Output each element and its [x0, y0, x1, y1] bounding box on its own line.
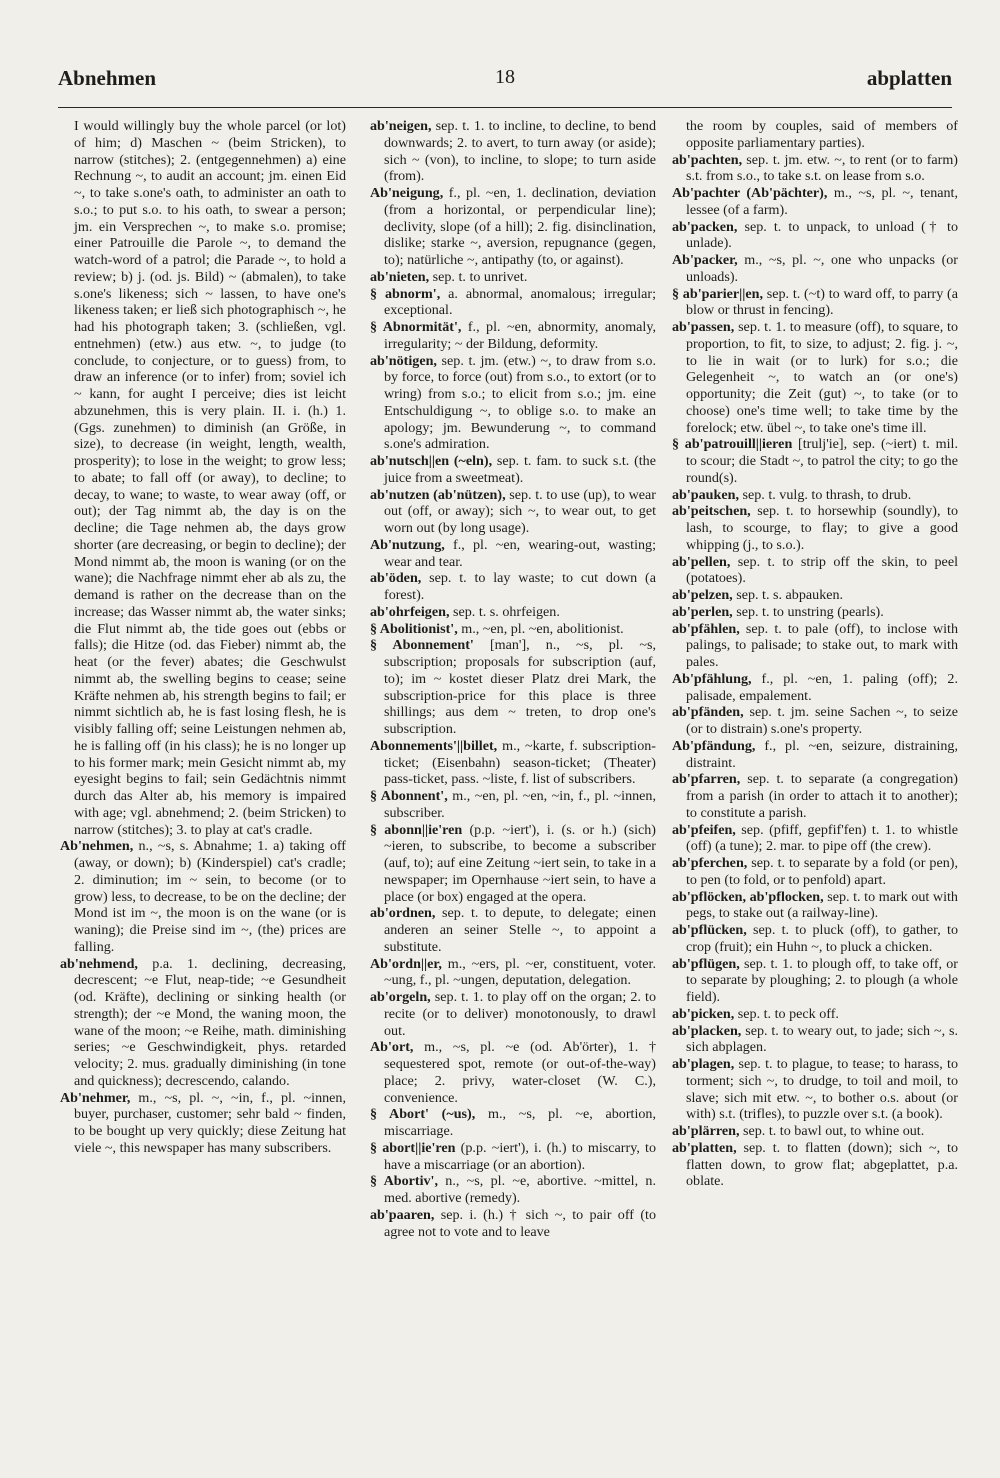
entry-headword: ab'pfeifen,	[672, 821, 736, 838]
entry-headword: ab'öden,	[370, 570, 422, 587]
entry-definition: sep. t. to peck off.	[734, 1005, 839, 1022]
entry-headword: ab'pfänden,	[672, 704, 744, 721]
entry-definition: sep. t. s. abpauken.	[732, 587, 844, 603]
entry-headword: ab'nötigen,	[370, 352, 437, 369]
entry-definition: sep. t. to use (up), to wear out (off, or away); sich ~, to wear out, to get worn out (by long usage).	[384, 486, 656, 536]
header-rule	[58, 107, 952, 108]
column-right	[672, 118, 958, 1190]
entry-headword: ab'packen,	[672, 218, 738, 235]
dictionary-entry	[672, 1023, 958, 1057]
page-header	[58, 66, 952, 102]
entry-headword: ab'paaren,	[370, 1206, 435, 1223]
dictionary-entry	[370, 1039, 656, 1106]
dictionary-entry	[672, 621, 958, 671]
dictionary-entry	[672, 671, 958, 705]
entry-headword: § Abort' (~us),	[370, 1106, 476, 1123]
dictionary-entry	[672, 286, 958, 320]
entry-definition: sep. t. 1. to measure (off), to square, to proportion, to fit, to size, to adjust; 2. fig. j. ~, to lie in wait (or to lurk) for s.o.; die Gelegenheit ~, to watch an (or one's) opportunity; die Zeit (gut) ~, to take (or to choose) one's time well; to take time by the forelock; etw. übel ~, to take one's time ill.	[686, 319, 958, 436]
entry-definition: a. abnormal, anomalous; irregular; exceptional.	[384, 285, 656, 319]
entry-headword: ab'neigen,	[370, 118, 432, 134]
dictionary-entry	[370, 269, 656, 286]
entry-headword: ab'pflöcken, ab'pflocken,	[672, 888, 824, 905]
entry-definition: sep. t. to lay waste; to cut down (a forest).	[384, 570, 656, 603]
entry-headword: ab'pelzen,	[672, 587, 733, 603]
entry-definition: f., pl. ~en, 1. paling (off); 2. palisade, empalement.	[686, 670, 958, 704]
dictionary-entry	[370, 570, 656, 604]
entry-definition: sep. t. 1. to incline, to decline, to bend downwards; 2. to avert, to turn away (or aside); sich ~ (von), to incline, to slope; to turn aside (from).	[384, 118, 656, 185]
entry-definition: m., ~s, pl. ~e (od. Ab'örter), 1. † sequestered spot, remote (or out-of-the-way) place; 2. privy, water-closet (W. C.), convenience.	[384, 1039, 656, 1106]
dictionary-entry	[370, 1173, 656, 1207]
entry-definition: sep. t. to strip off the skin, to peel (potatoes).	[686, 553, 958, 587]
entry-definition: sep. t. to flatten (down); sich ~, to flatten down, to grow flat; abgeplattet, p.a. oblate.	[686, 1139, 958, 1190]
entry-headword: § abnorm',	[370, 285, 441, 302]
dictionary-entry	[370, 1207, 656, 1241]
entry-definition: the room by couples, said of members of opposite parliamentary parties).	[686, 118, 958, 151]
dictionary-entry	[672, 152, 958, 186]
dictionary-entry	[672, 587, 958, 604]
entry-definition: f., pl. ~en, 1. declination, deviation (from a horizontal, or perpendicular line); declivity, slope (of a hill); 2. fig. disinclination, dislike; starke ~, aversion, repugnance (gegen, to); natürliche ~, antipathy (to, or against).	[384, 185, 656, 268]
dictionary-entry	[370, 319, 656, 353]
column-middle	[370, 118, 656, 1240]
entry-definition: sep. t. to depute, to delegate; einen anderen an seiner Stelle ~, to appoint a substitute.	[384, 905, 656, 955]
dictionary-entry	[672, 855, 958, 889]
entry-headword: ab'ohrfeigen,	[370, 603, 450, 620]
entry-headword: Ab'nehmen,	[60, 838, 134, 855]
entry-headword: ab'pfarren,	[672, 771, 741, 788]
entry-definition: (p.p. ~iert'), i. (h.) to miscarry, to have a miscarriage (or an abortion).	[384, 1139, 656, 1173]
dictionary-entry	[672, 319, 958, 436]
dictionary-entry	[370, 637, 656, 738]
entry-headword: § ab'parier||en,	[672, 285, 763, 302]
entry-definition: sep. t. to unpack, to unload († to unlade).	[686, 218, 958, 252]
dictionary-entry	[672, 1123, 958, 1140]
entry-definition: f., pl. ~en, abnormity, anomaly, irregularity; ~ der Bildung, deformity.	[384, 319, 656, 352]
dictionary-entry	[370, 604, 656, 621]
dictionary-entry	[672, 1056, 958, 1123]
entry-definition: (p.p. ~iert'), i. (s. or h.) (sich) ~ieren, to subscribe, to become a subscriber (auf, to); auf eine Zeitung ~iert sein, to take in a newspaper; im Opernhause ~iert sein, to have a place (or box) engaged at the opera.	[384, 821, 656, 905]
dictionary-entry	[672, 554, 958, 588]
entry-headword: ab'pflücken,	[672, 922, 747, 938]
entry-headword: Ab'pfählung,	[672, 670, 752, 687]
entry-headword: Abonnements'||billet,	[370, 737, 498, 754]
entry-headword: ab'pflügen,	[672, 955, 740, 972]
entry-definition: I would willingly buy the whole parcel (or lot) of him; d) Maschen ~ (beim Stricken), to narrow (stitches); 2. (entgegennehmen) a) eine Rechnung ~, to audit an account; jm. einen Eid ~, to take s.one's oath, to administer an oath to s.o.; to put s.o. to his oath, to swear a person; jm. ein Versprechen ~, to make s.o. promise; einer Patrouille die Parole ~, to demand the watch-word of a patrol; die Parade ~, to hold a review; b) j. (od. js. Bild) ~ (abmalen), to take s.one's likeness; sich ~ lassen, to have one's likeness taken; er ließ sich photographisch ~, he had his photograph taken; 3. (schließen, vgl. entnehmen) (etw.) aus etw. ~, to judge (to conclude, to conjecture, or to guess) from, to draw an inference (or to infer) from; soviel ich ~ kann, for aught I perceive; dies ist leicht abzunehmen, this is very plain. II. i. (h.) 1. (Ggs. zunehmen) to diminish (an Größe, in size), to decrease (in weight, length, wealth, prosperity); to lose in the weight; to grow less; to abate; to fall off (or away), to decline; to decay, to wane; to waste, to wear away (off, or out); der Tag nimmt ab, the day is on the decline; die Tage nehmen ab, the days grow shorter (are decreasing, or begin to decline); der Mond nimmt ab, the moon is waning (or on the wane); die Nachfrage nimmt eher ab als zu, the demand is rather on the decrease than on the increase; das Wasser nimmt ab, the water sinks; die Flut nimmt ab, the tide goes out (ebbs or falls); die Hitze (od. das Fieber) nimmt ab, the heat (or the fever) abates; die Geschwulst nimmt ab, the swelling begins to cease; seine Kräfte nehmen ab, his strength begins to fail; er nimmt sichtlich ab, he is fast losing flesh, he is visibly falling off; seine Leistungen nehmen ab, he is falling off (in his class); he is no longer up to his former mark; mein Gesicht nimmt ab, my eyesight begins to fail; sein Gedächtnis nimmt durch das Alter ab, his memory is impaired with age; vgl. abnehmend; 2. (beim Stricken) to narrow (stitches); 3. to play at cat's cradle.	[74, 118, 346, 838]
dictionary-entry	[370, 487, 656, 537]
dictionary-entry	[672, 771, 958, 821]
dictionary-entry	[672, 252, 958, 286]
left-guide-word: Abnehmen	[58, 66, 157, 90]
entry-headword: ab'pellen,	[672, 553, 731, 570]
entry-headword: Ab'nehmer,	[60, 1089, 131, 1106]
entry-definition: sep. i. (h.) † sich ~, to pair off (to agree not to vote and to leave	[384, 1206, 656, 1240]
entry-definition: sep. t. jm. seine Sachen ~, to seize (or to distrain) s.one's property.	[686, 704, 958, 737]
entry-headword: ab'plärren,	[672, 1123, 740, 1139]
dictionary-entry	[672, 1006, 958, 1023]
dictionary-entry	[672, 822, 958, 856]
entry-definition: sep. t. to plague, to tease; to harass, to torment; sich ~, to drudge, to toil and moil, to slave; sich mit etw. ~, to bother o.s. about (or with) s.t. (trifles), to puzzle over s.t. (a book).	[686, 1056, 958, 1123]
entry-headword: § Abolitionist',	[370, 620, 458, 637]
entry-definition: [man'], n., ~s, pl. ~s, subscription; proposals for subscription (auf, to); im ~ kostet dieser Platz drei Mark, the subscription-price for this place is three shillings; aus dem ~ treten, to drop one's subscription.	[384, 637, 656, 737]
dictionary-entry	[60, 838, 346, 955]
entry-headword: ab'nutzen (ab'nützen),	[370, 486, 506, 503]
entry-definition: sep. t. to mark out with pegs, to stake out (a railway-line).	[686, 888, 958, 922]
right-guide-word: abplatten	[866, 66, 952, 90]
dictionary-entry	[370, 989, 656, 1039]
entry-headword: ab'nutsch||en (~eln),	[370, 453, 493, 469]
entry-headword: ab'picken,	[672, 1005, 735, 1022]
entry-headword: ab'pfählen,	[672, 620, 740, 637]
entry-definition: sep. t. 1. to play off on the organ; 2. to recite (or to deliver) monotonously, to drawl out.	[384, 989, 656, 1039]
entry-definition: f., pl. ~en, wearing-out, wasting; wear and tear.	[384, 536, 656, 570]
entry-definition: sep. t. to pale (off), to inclose with palings, to palisade; to stake out, to mark with pales.	[686, 620, 958, 670]
dictionary-entry	[672, 219, 958, 253]
entry-headword: ab'nieten,	[370, 268, 430, 285]
dictionary-entry	[370, 118, 656, 185]
dictionary-entry	[370, 822, 656, 906]
entry-headword: § Abnormität',	[370, 319, 462, 335]
dictionary-entry	[370, 788, 656, 822]
entry-headword: Ab'ort,	[370, 1039, 414, 1056]
entry-headword: ab'pachten,	[672, 151, 743, 168]
entry-definition: sep. t. to weary out, to jade; sich ~, s. sich abplagen.	[686, 1022, 958, 1056]
dictionary-entry	[370, 1140, 656, 1174]
entry-definition: f., pl. ~en, seizure, distraining, distraint.	[686, 737, 958, 771]
entry-definition: m., ~s, pl. ~, tenant, lessee (of a farm).	[686, 185, 958, 218]
entry-headword: ab'peitschen,	[672, 503, 751, 520]
entry-definition: sep. t. 1. to plough off, to take off, or to separate by ploughing; 2. to plough (a whole field).	[686, 955, 958, 1005]
entry-headword: ab'platten,	[672, 1139, 737, 1156]
entry-headword: ab'perlen,	[672, 603, 733, 620]
dictionary-entry	[672, 922, 958, 956]
entry-definition: m., ~en, pl. ~en, abolitionist.	[457, 620, 624, 637]
dictionary-entry	[370, 905, 656, 955]
entry-definition: n., ~s, pl. ~e, abortive. ~mittel, n. med. abortive (remedy).	[384, 1173, 656, 1206]
entry-headword: § abort||ie'ren	[370, 1139, 456, 1156]
entry-definition: sep. t. to separate (a congregation) from a parish (in order to attach it to another); to constitute a parish.	[686, 771, 958, 821]
dictionary-entry	[60, 1090, 346, 1157]
entry-headword: § Abonnement'	[370, 637, 474, 654]
page-number: 18	[495, 66, 515, 88]
entry-definition: sep. t. (~t) to ward off, to parry (a blow or thrust in fencing).	[686, 285, 958, 319]
column-left	[60, 118, 346, 1157]
entry-headword: Ab'pfändung,	[672, 737, 756, 754]
dictionary-entry	[672, 436, 958, 486]
entry-definition: sep. t. s. ohrfeigen.	[449, 603, 560, 620]
entry-definition: sep. t. to separate by a fold (or pen), to pen (to fold, or to penfold) apart.	[686, 855, 958, 888]
entry-definition: sep. (pfiff, gepfif'fen) t. 1. to whistle (off) (a tune); 2. mar. to pipe off (the crew).	[686, 821, 958, 855]
dictionary-entry	[672, 604, 958, 621]
dictionary-entry	[370, 353, 656, 454]
dictionary-entry	[370, 1106, 656, 1140]
entry-definition: sep. t. to unrivet.	[429, 268, 528, 285]
entry-definition: m., ~en, pl. ~en, ~in, f., pl. ~innen, subscriber.	[384, 788, 656, 821]
entry-definition: sep. t. jm. (etw.) ~, to draw from s.o. by force, to force (out) from s.o., to extort (or to wring) from s.o.; to elicit from s.o.; jm. eine Entschuldigung ~, to oblige s.o. to make an apology; jm. Bewunderung ~, to command s.one's admiration.	[384, 352, 656, 453]
dictionary-entry	[672, 889, 958, 923]
entry-headword: Ab'pachter (Ab'pächter),	[672, 185, 828, 201]
entry-headword: Ab'neigung,	[370, 185, 444, 201]
entry-definition: sep. t. to pluck (off), to gather, to crop (fruit); ein Huhn ~, to pluck a chicken.	[686, 922, 958, 955]
dictionary-entry	[370, 956, 656, 990]
dictionary-entry	[672, 956, 958, 1006]
entry-headword: Ab'packer,	[672, 252, 738, 268]
entry-definition: m., ~karte, f. subscription-ticket; (Eisenbahn) season-ticket; (Theater) pass-ticket, pass. ~liste, f. list of subscribers.	[384, 737, 656, 788]
entry-definition: p.a. 1. declining, decreasing, decrescent; ~e Flut, neap-tide; ~e Gesundheit (od. Kräfte), declining or sinking health (or strength); der ~e Mond, the waning moon, the wane of the moon; ~e Reihe, math. diminishing series; ~e Geschwindigkeit, phys. retarded velocity; 2. mus. gradually diminishing (in tone and quickness); decrescendo, calando.	[74, 955, 346, 1089]
entry-headword: § Abortiv',	[370, 1173, 438, 1190]
entry-definition: sep. t. fam. to suck s.t. (the juice from a sweetmeat).	[384, 453, 656, 486]
dictionary-entry	[370, 738, 656, 788]
dictionary-entry	[672, 185, 958, 219]
entry-definition: sep. t. vulg. to thrash, to drub.	[738, 486, 912, 503]
entry-definition: n., ~s, s. Abnahme; 1. a) taking off (away, or down); b) (Kinderspiel) cat's cradle; 2. diminution; im ~ sein, to become (or to grow) less, to decrease, to be on the decline; der Mond ist im ~, the moon is on the wane (or is waning); die Preise sind im ~, (the) prices are falling.	[74, 838, 346, 955]
entry-headword: Ab'nutzung,	[370, 536, 445, 553]
dictionary-entry	[672, 487, 958, 504]
dictionary-entry	[370, 286, 656, 320]
dictionary-entry	[370, 621, 656, 638]
entry-definition: [trulj'ie], sep. (~iert) t. mil. to scour; die Stadt ~, to patrol the city; to go the round(s).	[686, 436, 958, 486]
entry-definition: m., ~s, pl. ~, ~in, f., pl. ~innen, buyer, purchaser, customer; sehr bald ~ finden, to be bought up very quickly; diese Zeitung hat viele ~, this newspaper has many subscribers.	[74, 1089, 346, 1156]
dictionary-entry	[370, 537, 656, 571]
entry-headword: ab'placken,	[672, 1022, 742, 1039]
dictionary-entry	[672, 704, 958, 738]
entry-definition: sep. t. to unstring (pearls).	[732, 603, 884, 620]
entry-headword: ab'orgeln,	[370, 989, 431, 1005]
entry-headword: § abonn||ie'ren	[370, 821, 463, 838]
entry-definition: m., ~s, pl. ~, one who unpacks (or unloads).	[686, 252, 958, 285]
entry-definition: m., ~ers, pl. ~er, constituent, voter. ~ung, f., pl. ~ungen, deputation, delegation.	[384, 955, 656, 989]
entry-headword: ab'ordnen,	[370, 905, 436, 922]
dictionary-entry	[60, 956, 346, 1090]
entry-headword: § Abonnent',	[370, 788, 448, 804]
entry-headword: ab'pauken,	[672, 486, 739, 503]
entry-headword: ab'plagen,	[672, 1056, 735, 1072]
entry-headword: § ab'patrouill||ieren	[672, 436, 793, 453]
entry-headword: ab'passen,	[672, 319, 735, 335]
entry-headword: ab'nehmend,	[60, 955, 138, 972]
dictionary-entry	[672, 738, 958, 772]
entry-headword: ab'pferchen,	[672, 855, 748, 871]
entry-headword: Ab'ordn||er,	[370, 955, 442, 972]
entry-definition: sep. t. jm. etw. ~, to rent (or to farm) s.t. from s.o., to take s.t. on lease from s.o.	[686, 151, 958, 185]
dictionary-entry	[60, 118, 346, 838]
entry-definition: sep. t. to bawl out, to whine out.	[739, 1123, 925, 1139]
dictionary-entry	[672, 118, 958, 152]
entry-definition: sep. t. to horsewhip (soundly), to lash, to scourge, to flay; to give a good whipping (j., to s.o.).	[686, 503, 958, 553]
dictionary-entry	[672, 503, 958, 553]
dictionary-entry	[672, 1140, 958, 1190]
dictionary-entry	[370, 185, 656, 269]
dictionary-entry	[370, 453, 656, 487]
entry-definition: m., ~s, pl. ~e, abortion, miscarriage.	[384, 1106, 656, 1139]
